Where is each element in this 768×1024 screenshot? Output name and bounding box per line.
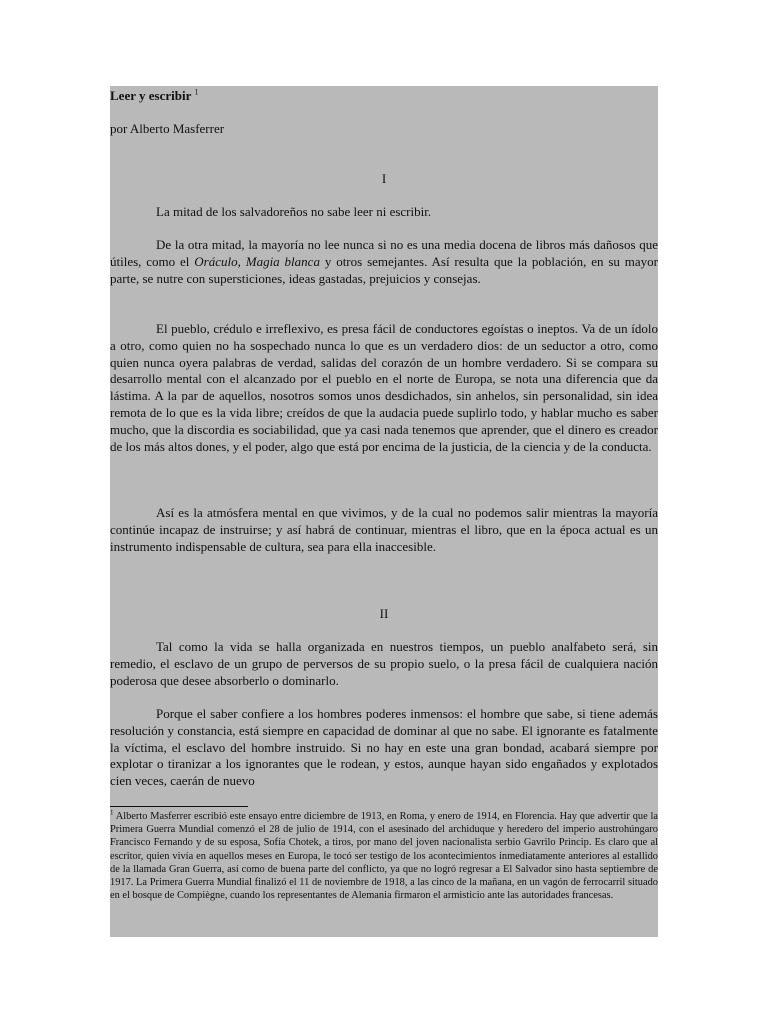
footnote-separator [110,806,248,807]
paragraph-4: Así es la atmósfera mental en que vivimos, y de la cual no podemos salir mientras la mayoría continúe incapaz de instruirse; y así habrá de continuar, mientras el libro, que en la época actual es un instrumento indispensable de cultura, sea para ella inaccesible. [110,505,658,554]
book-titles: Oráculo, Magia blanca [194,253,320,269]
section-heading-1: I [381,171,387,186]
paragraph-3: El pueblo, crédulo e irreflexivo, es presa fácil de conductores egoístas o ineptos. Va de un ídolo a otro, como quien no ha sospechado nunca lo que es un verdadero dios: de un seductor a otro, como quien nunca oyera palabras de verdad, salidas del corazón de un hombre verdadero. Si se compara su desarrollo mental con el alcanzado por el pueblo en el norte de Europa, se nota una diferencia que da lástima. A la par de aquellos, nosotros somos unos desdichados, sin anhelos, sin personalidad, sin idea remota de lo que es la vida libre; creídos de que la audacia puede suplirlo todo, y hablar mucho es saber mucho, que la discordia es sociabilidad, que ya casi nada tenemos que aprender, que el dinero es creador de los más altos dones, y el poder, algo que está por encima de la justicia, de la ciencia y de la conducta. [110,321,658,454]
footnote-1: $^1$ Alberto Masferrer escribió este ensayo entre diciembre de 1913, en Roma, y enero de 1914, en Florencia. Hay que advertir que la Primera Guerra Mundial comenzó el 28 de julio de 1914, con el asesinado del archiduque y heredero del imperio austrohúngaro Francisco Fernando y de su esposa, Sofía Chotek, a tiros, por mano del joven nacionalista serbio Gavrilo Princip. Es claro que al escritor, quien vivía en aquellos meses en Europa, le tocó ser testigo de los acontecimientos inmediatamente anteriores al estallido de la llamada Gran Guerra, así como de buena parte del conflicto, ya que no logró regresar a El Salvador sino hasta septiembre de 1917. La Primera Guerra Mundial finalizó el 11 de noviembre de 1918, a las cinco de la mañana, en un vagón de ferrocarril situado en el bosque de Compiègne, cuando los representantes de Alemania firmaron el armisticio ante las autoridades francesas. [110,808,658,902]
document-title: Leer y escribir $^1$ [110,87,199,103]
paragraph-5: Tal como la vida se halla organizada en nuestros tiempos, un pueblo analfabeto será, sin remedio, el esclavo de un grupo de perversos de su propio suelo, o la presa fácil de cualquiera nación poderosa que desee absorberlo o dominarlo. [110,639,658,688]
paragraph-1: La mitad de los salvadoreños no sabe leer ni escribir. [156,204,432,219]
document-author: por Alberto Masferrer [110,121,225,136]
paragraph-6: Porque el saber confiere a los hombres poderes inmensos: el hombre que sabe, si tiene además resolución y constancia, está siempre en capacidad de dominar al que no sabe. El ignorante es fatalmente la víctima, el esclavo del hombre instruido. Si no hay en este una gran bondad, acabará siempre por explotar o tiranizar a los ignorantes que le rodean, y estos, aunque hayan sido engañados y explotados cien veces, caerán de nuevo [110,706,658,789]
section-heading-2: II [379,606,389,621]
footnote-marker: 1 [110,808,114,817]
title-footnote-marker: 1 [194,87,199,97]
document-page [110,86,658,937]
paragraph-2: De la otra mitad, la mayoría no lee nunca si no es una media docena de libros más dañosos que útiles, como el Oráculo, Magia blanca y otros semejantes. Así resulta que la población, en su mayor parte, se nutre con supersticiones, ideas gastadas, prejuicios y consejas. [110,237,658,286]
